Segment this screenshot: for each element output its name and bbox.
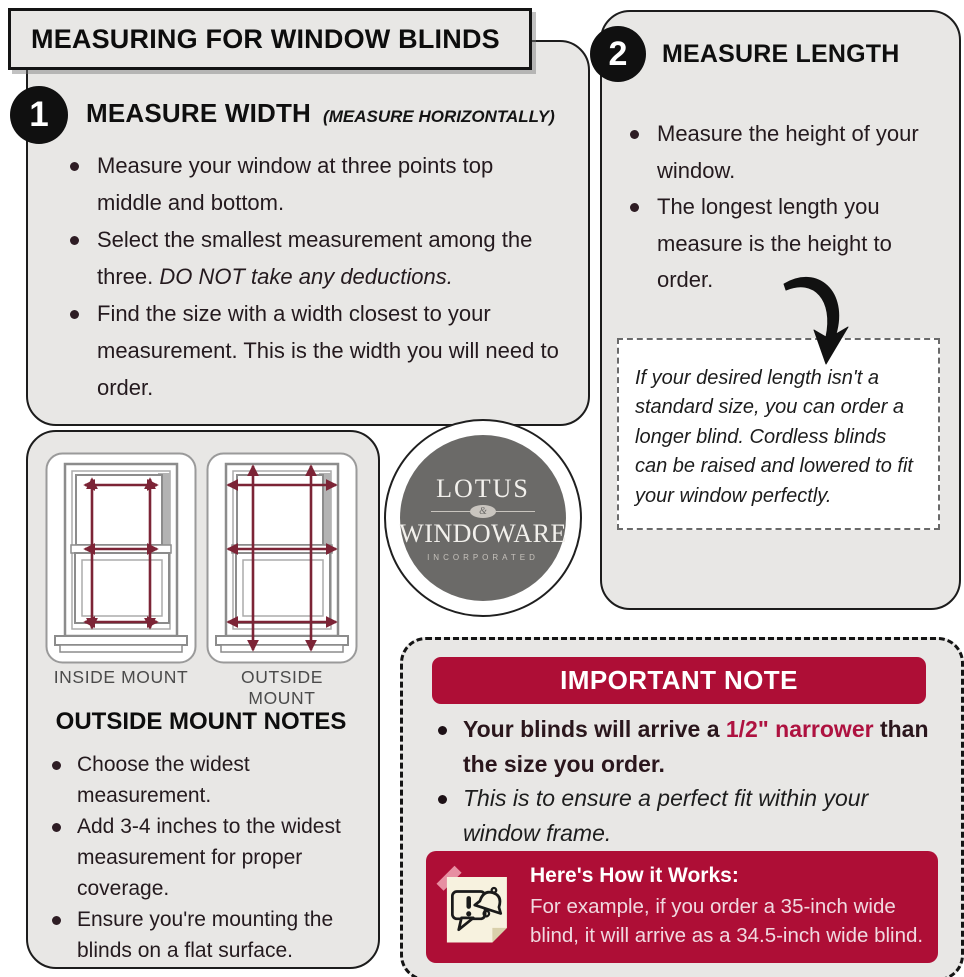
bullet-text: Select the smallest measurement among the three.: [97, 226, 533, 289]
bullet-dot: [630, 203, 639, 212]
half-inch-narrower-highlight: 1/2" narrower: [725, 716, 874, 742]
logo-incorporated-text: INCORPORATED: [427, 553, 539, 562]
bullet-dot: [438, 795, 447, 804]
logo-ampersand: &: [470, 505, 496, 518]
curved-down-arrow-icon: [776, 272, 856, 370]
lotus-windoware-logo: [400, 435, 566, 601]
list-item: [438, 712, 930, 781]
bullet-dot: [70, 162, 79, 171]
outside-mount-notes-bullets: [52, 750, 364, 968]
bullet-text: Your blinds will arrive a: [463, 716, 726, 742]
page-title-box: [8, 8, 532, 70]
list-item: [70, 296, 562, 407]
bullet-text: This is to ensure a perfect fit within your window frame.: [463, 785, 869, 847]
list-item: [70, 148, 562, 222]
bullet-text: than the size you order.: [463, 716, 929, 777]
bullet-text-italic: DO NOT take any deductions.: [159, 263, 453, 289]
inside-mount-diagram: [45, 452, 197, 664]
bullet-text: Measure the height of your window.: [657, 121, 919, 183]
list-item: [52, 905, 364, 966]
bullet-dot: [52, 916, 61, 925]
step-2-number: 2: [608, 34, 628, 73]
list-item: [438, 781, 930, 850]
important-note-bullets: [438, 712, 930, 851]
bullet-dot: [52, 761, 61, 770]
bullet-dot: [438, 726, 447, 735]
bullet-text: Measure your window at three points top middle and bottom.: [97, 153, 494, 215]
bullet-text: Find the size with a width closest to your measurement. This is the width you will need to order.: [97, 300, 559, 400]
bullet-text: Choose the widest measurement.: [77, 753, 250, 807]
step-2-badge: [590, 26, 646, 82]
bullet-dot: [52, 823, 61, 832]
heres-how-body: For example, if you order a 35-inch wide blind, it will arrive as a 34.5-inch wide blind.: [530, 894, 924, 947]
page-title: MEASURING FOR WINDOW BLINDS: [31, 23, 500, 54]
bullet-dot: [630, 130, 639, 139]
measure-width-heading: MEASURE WIDTH: [86, 98, 312, 128]
bullet-text: The longest length you measure is the height to order.: [657, 194, 892, 293]
logo-windoware-text: WINDOWARE: [399, 519, 567, 548]
outside-mount-label: OUTSIDE MOUNT: [241, 667, 323, 708]
length-note-text: If your desired length isn't a standard size, you can order a longer blind. Cordless blinds can be raised and lowered to fit your window perfectly.: [635, 367, 913, 507]
logo-lotus-text: LOTUS: [436, 474, 530, 503]
important-note-header: [432, 657, 926, 704]
step-1-badge: [10, 86, 68, 144]
bullet-text: Add 3-4 inches to the widest measurement for proper coverage.: [77, 815, 341, 900]
measure-horizontally-subheading: (MEASURE HORIZONTALLY): [323, 107, 555, 126]
bullet-text: Ensure you're mounting the blinds on a flat surface.: [77, 908, 334, 962]
important-note-title: IMPORTANT NOTE: [560, 665, 798, 695]
heres-how-title: Here's How it Works:: [530, 863, 739, 887]
list-item: [630, 116, 936, 189]
measure-length-heading: MEASURE LENGTH: [662, 40, 900, 68]
notification-note-icon: [436, 862, 516, 952]
measure-length-heading-row: [662, 40, 900, 69]
logo-divider: [431, 505, 535, 518]
list-item: [52, 812, 364, 904]
measure-width-bullets: [70, 148, 562, 407]
inside-mount-label: INSIDE MOUNT: [53, 667, 189, 687]
list-item: [70, 222, 562, 296]
step-1-number: 1: [29, 95, 49, 134]
bullet-dot: [70, 310, 79, 319]
logo-ring: [384, 419, 582, 617]
heres-how-it-works-box: [426, 851, 938, 963]
bullet-dot: [70, 236, 79, 245]
list-item: [52, 750, 364, 811]
measure-width-heading-row: [86, 98, 555, 129]
outside-mount-notes-heading: OUTSIDE MOUNT NOTES: [55, 708, 347, 735]
outside-mount-diagram: [206, 452, 358, 664]
